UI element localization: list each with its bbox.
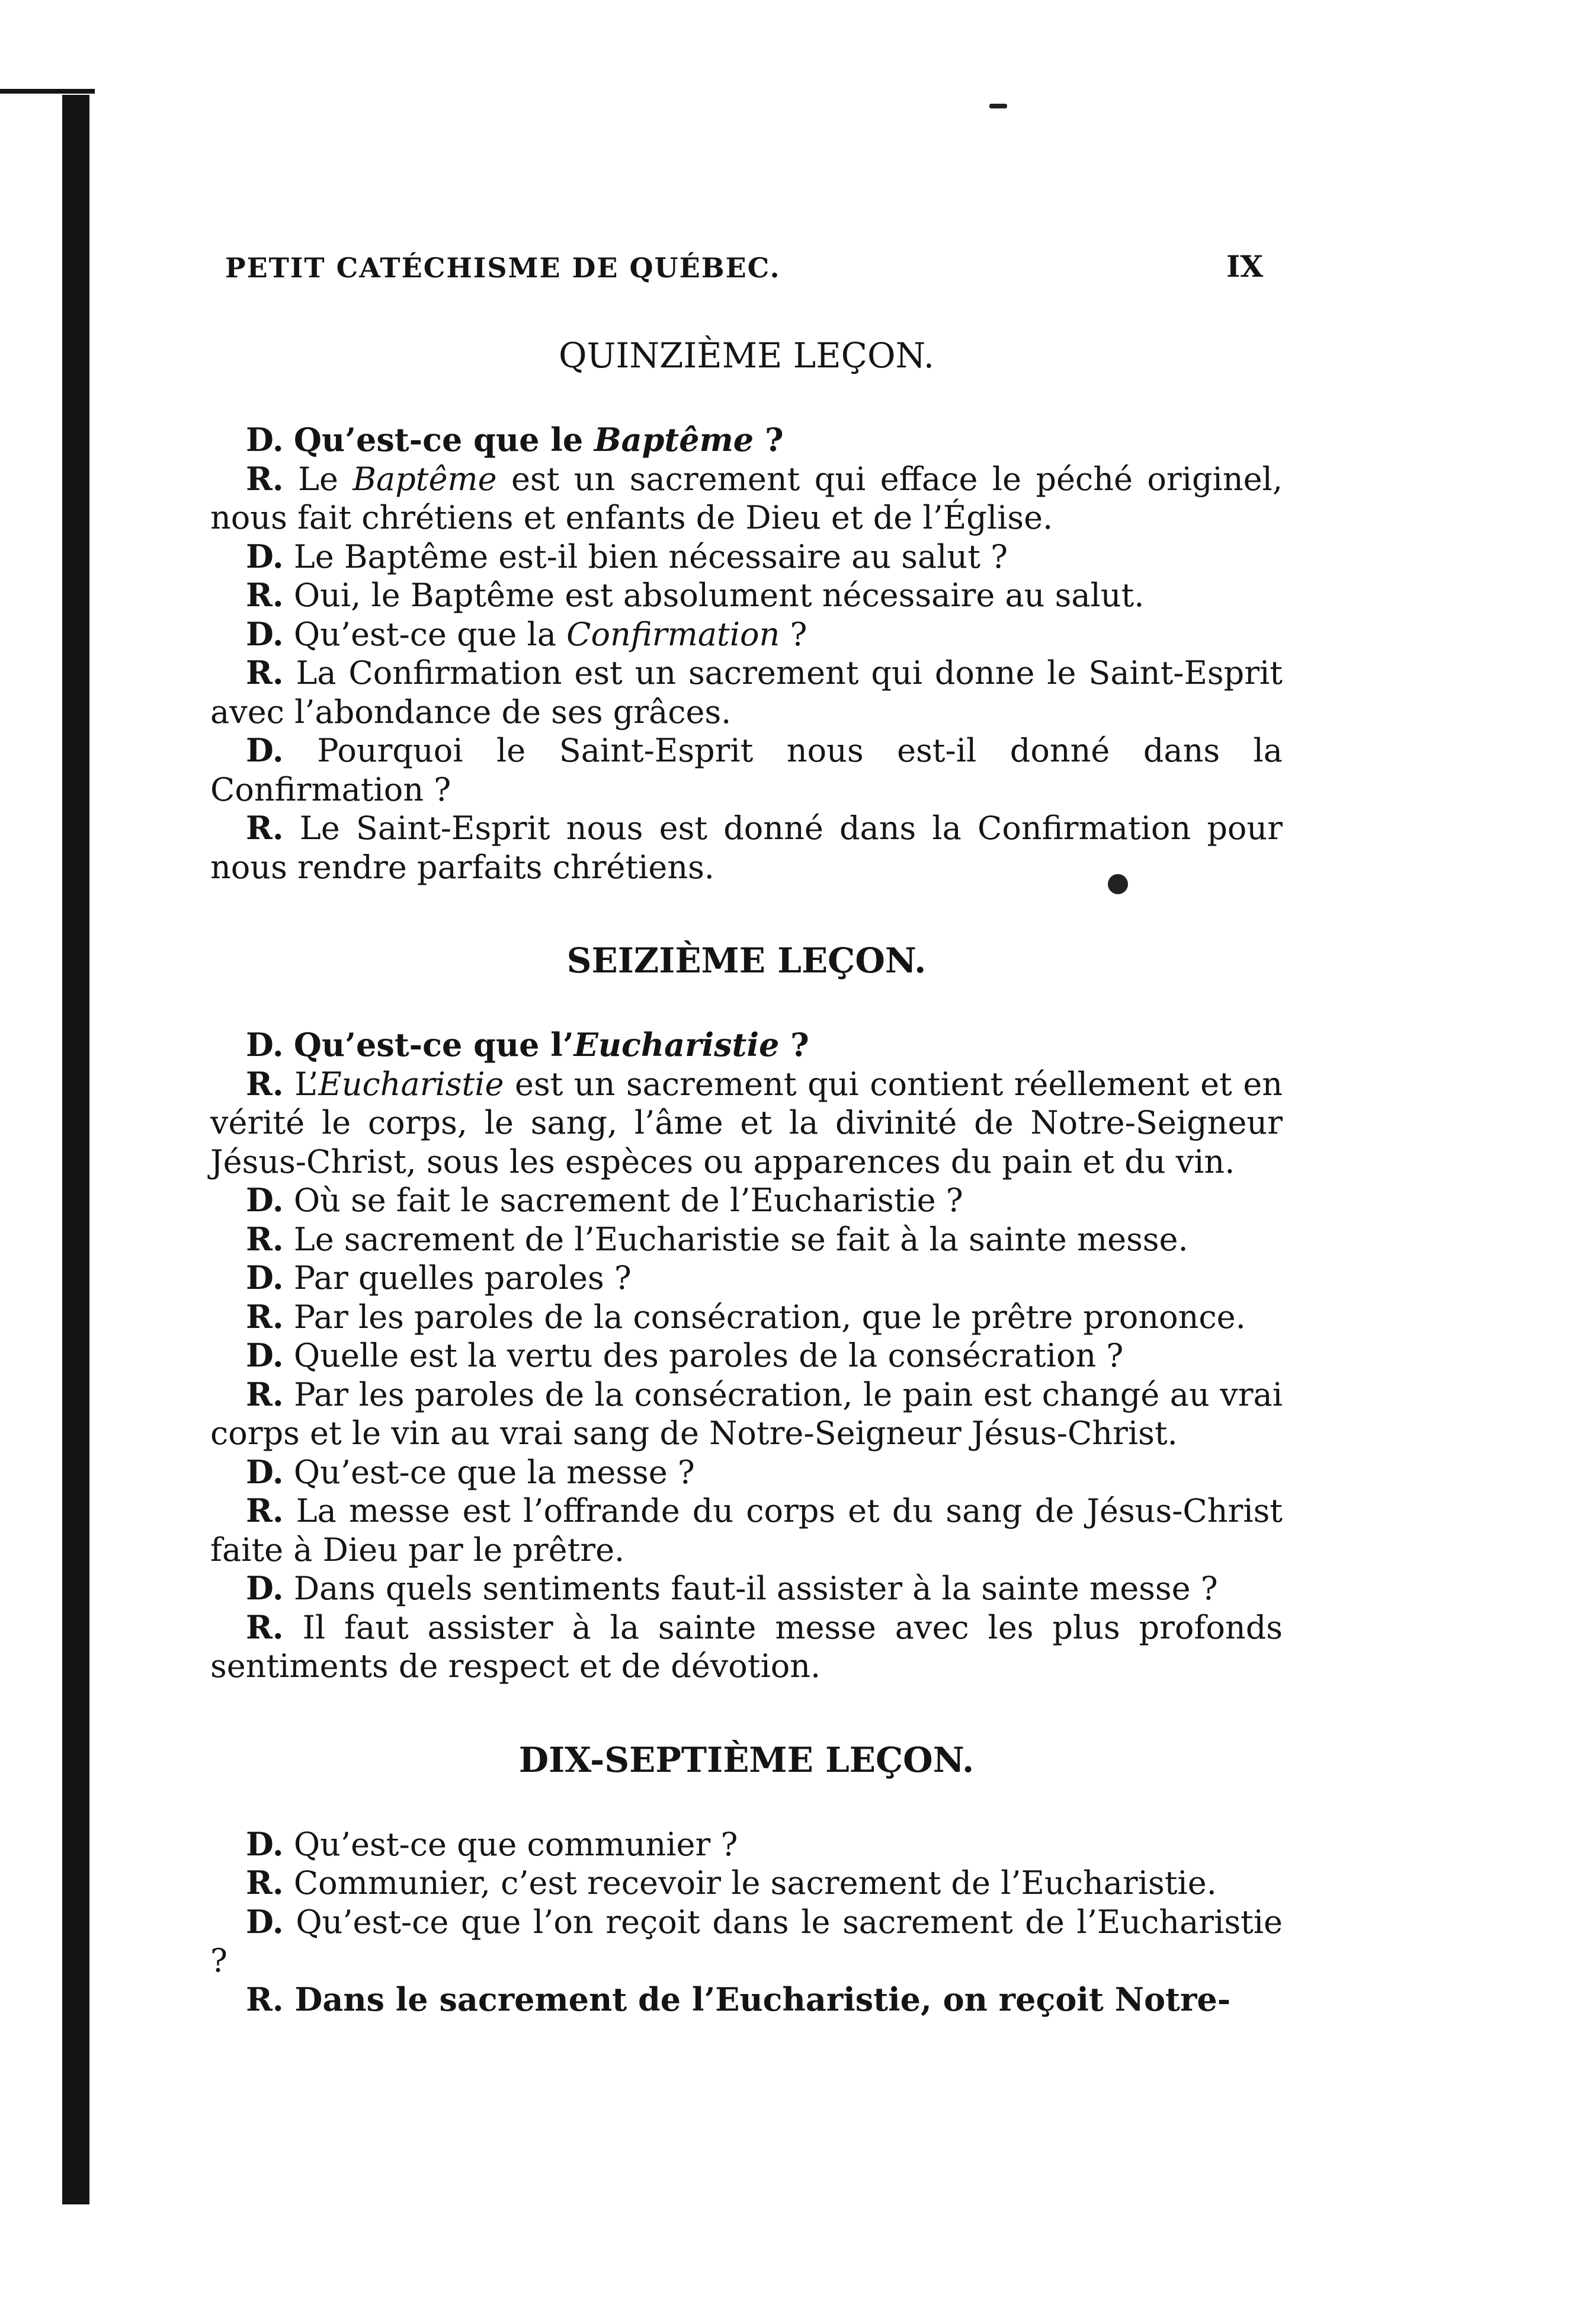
q-label: D.: [246, 1902, 284, 1941]
answer: [210, 1375, 1283, 1453]
lesson-title: DIX-SEPTIÈME LEÇON.: [518, 1739, 975, 1780]
r-label: R.: [246, 1220, 284, 1258]
q-label: D.: [246, 1569, 284, 1607]
answer: [210, 1065, 1283, 1182]
section-gap: [210, 887, 1283, 937]
question-text: Qu’est-ce que communier ?: [293, 1825, 738, 1863]
question-text: ?: [754, 421, 784, 459]
r-label: R.: [246, 1608, 284, 1646]
answer: [210, 1220, 1283, 1259]
q-label: D.: [246, 731, 284, 769]
question-text: ?: [779, 1026, 809, 1064]
lesson-title: SEIZIÈME LEÇON.: [566, 940, 927, 981]
q-label: D.: [246, 1336, 284, 1374]
question-text: Dans quels sentiments faut-il assister à la sainte messe ?: [293, 1570, 1218, 1607]
question-text: Par quelles paroles ?: [293, 1259, 632, 1297]
answer: [210, 460, 1283, 537]
text-column: [210, 332, 1283, 2019]
binding-edge: [62, 95, 89, 2204]
r-label: R.: [246, 1297, 284, 1336]
answer: [210, 809, 1283, 887]
question: [210, 1825, 1283, 1864]
r-label: R.: [246, 1064, 284, 1103]
question: [210, 1181, 1283, 1220]
question: [210, 731, 1283, 809]
q-label: D.: [246, 1181, 284, 1219]
q-label: D.: [246, 421, 284, 459]
question: [210, 537, 1283, 577]
q-label: D.: [246, 1026, 284, 1064]
answer-text: Communier, c’est recevoir le sacrement de l’Eucharistie.: [293, 1864, 1217, 1902]
term-emphasis: Confirmation: [566, 615, 780, 653]
answer: [210, 654, 1283, 731]
answer: [210, 1864, 1283, 1903]
q-label: D.: [246, 615, 284, 653]
question-text: Qu’est-ce que la messe ?: [293, 1453, 695, 1491]
q-label: D.: [246, 1452, 284, 1491]
question: [210, 1453, 1283, 1492]
question: [210, 615, 1283, 654]
r-label: R.: [246, 1980, 284, 2018]
lesson-17: [210, 1736, 1283, 2020]
question: [210, 1903, 1283, 1980]
running-title: PETIT CATÉCHISME DE QUÉBEC.: [225, 252, 781, 284]
term-emphasis: Eucharistie: [573, 1026, 780, 1064]
r-label: R.: [246, 459, 284, 498]
q-label: D.: [246, 537, 284, 575]
answer: [210, 1980, 1283, 2020]
question-text: Pourquoi le Saint-Esprit nous est-il donné dans la Confirmation ?: [210, 732, 1283, 808]
question: [210, 1336, 1283, 1375]
answer-text: Par les paroles de la consécration, que le prêtre prononce.: [293, 1298, 1246, 1336]
term-emphasis: Eucharistie: [318, 1065, 504, 1103]
answer-text: est un sacrement qui contient réellement et en vérité le corps, le sang, l’âme et la divinité de Notre-Seigneur Jésus-Christ, sous les espèces ou apparences du pain et du vin.: [210, 1065, 1283, 1180]
answer-text: Par les paroles de la consécration, le pain est changé au vrai corps et le vin au vrai sang de Notre-Seigneur Jésus-Christ.: [210, 1375, 1283, 1452]
question-text: Le Baptême est-il bien nécessaire au salut ?: [293, 537, 1008, 575]
r-label: R.: [246, 809, 284, 847]
question-text: Qu’est-ce que l’: [293, 1026, 574, 1064]
question: [210, 421, 1283, 460]
q-label: D.: [246, 1259, 284, 1297]
answer: [210, 1492, 1283, 1569]
answer-text: Oui, le Baptême est absolument nécessaire au salut.: [293, 577, 1145, 614]
answer-text: Le sacrement de l’Eucharistie se fait à la sainte messe.: [293, 1220, 1188, 1258]
question-text: ?: [780, 615, 807, 653]
question: [210, 1026, 1283, 1065]
answer-text: Le Saint-Esprit nous est donné dans la Confirmation pour nous rendre parfaits chrétiens.: [210, 809, 1283, 886]
answer-text: L’: [294, 1065, 319, 1103]
answer-text: Le: [298, 460, 353, 498]
lesson-15: [210, 332, 1283, 887]
lesson-title: QUINZIÈME LEÇON.: [558, 335, 935, 376]
r-label: R.: [246, 1864, 284, 1902]
question-text: Quelle est la vertu des paroles de la consécration ?: [293, 1337, 1124, 1374]
question-text: Qu’est-ce que l’on reçoit dans le sacrement de l’Eucharistie ?: [210, 1903, 1283, 1979]
term-emphasis: Baptême: [594, 421, 754, 459]
question-text: Qu’est-ce que le: [293, 421, 594, 459]
r-label: R.: [246, 576, 284, 614]
answer: [210, 1298, 1283, 1337]
section-gap: [210, 1686, 1283, 1736]
answer-text: La messe est l’offrande du corps et du sang de Jésus-Christ faite à Dieu par le prêtre.: [210, 1492, 1283, 1569]
answer-text: Il faut assister à la sainte messe avec les plus profonds sentiments de respect et de dévotion.: [210, 1608, 1283, 1685]
question: [210, 1259, 1283, 1298]
question-text: Qu’est-ce que la: [293, 615, 567, 653]
r-label: R.: [246, 1375, 284, 1413]
answer: [210, 1608, 1283, 1686]
question-text: Où se fait le sacrement de l’Eucharistie ?: [293, 1182, 963, 1219]
page-number: IX: [1226, 249, 1264, 284]
answer-text: Dans le sacrement de l’Eucharistie, on reçoit Notre-: [294, 1980, 1231, 2018]
term-emphasis: Baptême: [352, 460, 497, 498]
binding-edge-top: [0, 89, 95, 94]
answer: [210, 576, 1283, 615]
q-label: D.: [246, 1825, 284, 1863]
r-label: R.: [246, 1492, 284, 1529]
question: [210, 1569, 1283, 1608]
ink-mark: [989, 104, 1007, 108]
r-label: R.: [246, 654, 284, 692]
answer-text: La Confirmation est un sacrement qui donne le Saint-Esprit avec l’abondance de ses grâces.: [210, 654, 1283, 731]
lesson-16: [210, 937, 1283, 1686]
answer-text: est un sacrement qui efface le péché originel, nous fait chrétiens et enfants de Dieu et de l’Église.: [210, 460, 1283, 536]
